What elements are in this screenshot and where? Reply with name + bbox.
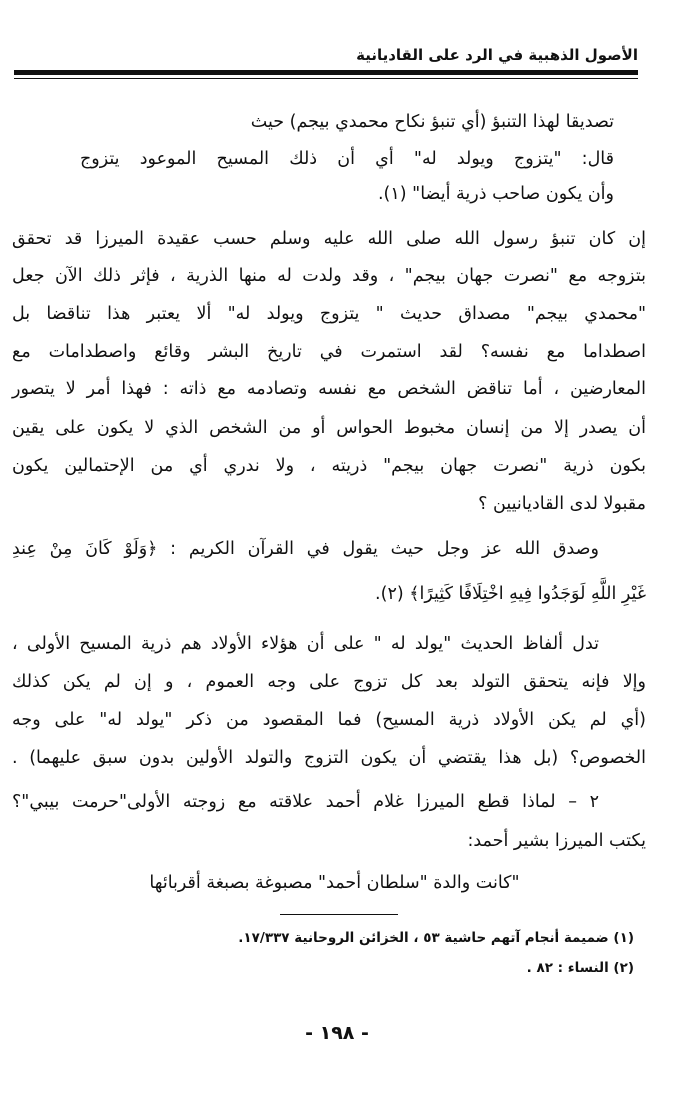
body-line-4: إن كان تنبؤ رسول الله صلى الله عليه وسلم حسب عقيدة الميرزا قد تحقق [12, 229, 646, 249]
body-line-9: أن يصدر إلا من إنسان مخبوط الحواس أو من الشخص الذي لا يكون على يقين [12, 418, 646, 438]
footnote-1: (١) ضميمة أنجام آتهم حاشية ٥٣ ، الخزائن الروحانية ١٧/٣٣٧. [238, 930, 634, 946]
body-line-8: المعارضين ، أما تناقض الشخص مع نفسه وتصادمه مع ذاته : فهذا أمر لا يتصور [12, 379, 646, 399]
running-header-title: الأصول الذهبية في الرد على القاديانية [356, 46, 638, 64]
body-line-13: غَيْرِ اللَّهِ لَوَجَدُوا فِيهِ اخْتِلَافًا كَثِيرًا﴾ (٢). [375, 584, 646, 604]
body-line-16: (أي لم يكن الأولاد ذرية المسيح) فما المقصود من ذكر "يولد له" على وجه [12, 710, 646, 730]
body-line-6: "محمدي بيجم" مصداق حديث " يتزوج ويولد له" ألا يعتبر هذا تناقضا بل [12, 304, 646, 324]
body-line-3: وأن يكون صاحب ذرية أيضا" (١). [377, 184, 614, 204]
body-line-14: تدل ألفاظ الحديث "يولد له " على أن هؤلاء الأولاد هم ذرية المسيح الأولى ، [12, 634, 599, 654]
body-line-20: "كانت والدة "سلطان أحمد" مصبوغة بصبغة أقربائها [149, 873, 520, 893]
body-line-18: ٢ – لماذا قطع الميرزا غلام أحمد علاقته مع زوجته الأولى"حرمت بيبي"؟ [12, 792, 599, 812]
body-line-2: قال: "يتزوج ويولد له" أي أن ذلك المسيح الموعود يتزوج [80, 149, 614, 169]
body-line-5: بتزوجه مع "نصرت جهان بيجم" ، وقد ولدت له منها الذرية ، فإثر ذلك الآن جعل [12, 266, 646, 286]
body-line-10: بكون ذرية "نصرت جهان بيجم" ذريته ، ولا ندري أي من الإحتمالين يكون [12, 456, 646, 476]
header-rule-thick [14, 70, 638, 75]
header-rule-thin [14, 78, 638, 79]
body-line-15: وإلا فإنه يتحقق التولد بعد كل تزوج على وجه العموم ، و إن لم يكن كذلك [12, 672, 646, 692]
body-line-11: مقبولا لدى القاديانيين ؟ [478, 494, 646, 514]
body-line-17: الخصوص؟ (بل هذا يقتضي أن يكون التزوج والتولد الأولين بدون سبق عليهما) . [12, 748, 646, 768]
footnote-2: (٢) النساء : ٨٢ . [526, 960, 634, 976]
body-line-12: وصدق الله عز وجل حيث يقول في القرآن الكريم : ﴿وَلَوْ كَانَ مِنْ عِندِ [12, 539, 599, 559]
body-line-19: يكتب الميرزا بشير أحمد: [467, 831, 646, 851]
body-line-7: اصطداما مع نفسه؟ لقد استمرت في تاريخ البشر وقائع واصطدامات مع [12, 342, 646, 362]
page-number: - ١٩٨ - [305, 1022, 369, 1044]
footnote-rule [280, 914, 398, 915]
body-line-1: تصديقا لهذا التنبؤ (أي تنبؤ نكاح محمدي بيجم) حيث [250, 112, 614, 132]
